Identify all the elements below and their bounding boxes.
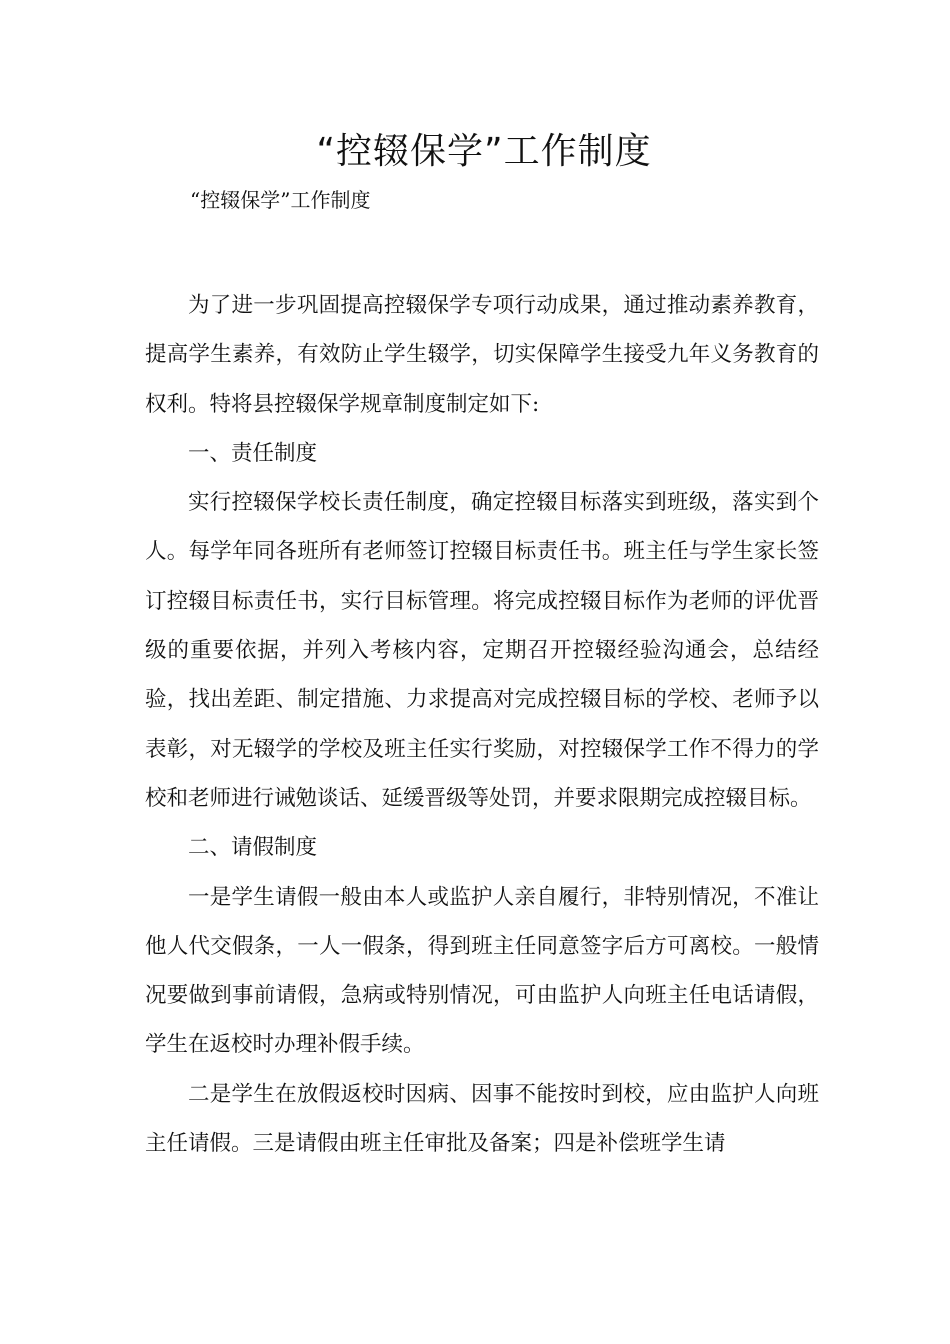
- paragraph-leave-1: 一是学生请假一般由本人或监护人亲自履行，非特别情况，不准让他人代交假条，一人一假条，得到班主任同意签字后方可离校。一般情况要做到事前请假，急病或特别情况，可由监护人向班主任电话请假，学生在返校时办理补假手续。: [145, 884, 819, 1058]
- section-heading-leave: 二、请假制度: [188, 835, 318, 861]
- paragraph-responsibility: 实行控辍保学校长责任制度，确定控辍目标落实到班级，落实到个人。每学年同各班所有老师签订控辍目标责任书。班主任与学生家长签订控辍目标责任书，实行目标管理。将完成控辍目标作为老师的评优晋级的重要依据，并列入考核内容，定期召开控辍经验沟通会，总结经验，找出差距、制定措施、力求提高对完成控辍目标的学校、老师予以表彰，对无辍学的学校及班主任实行奖励，对控辍保学工作不得力的学校和老师进行诫勉谈话、延缓晋级等处罚，并要求限期完成控辍目标。: [145, 490, 819, 811]
- paragraph-intro: 为了进一步巩固提高控辍保学专项行动成果，通过推动素养教育，提高学生素养，有效防止学生辍学，切实保障学生接受九年义务教育的权利。特将县控辍保学规章制度制定如下:: [145, 293, 819, 417]
- paragraph-leave-2: 二是学生在放假返校时因病、因事不能按时到校，应由监护人向班主任请假。三是请假由班主任审批及备案；四是补偿班学生请: [145, 1081, 819, 1157]
- document-title: “控辍保学”工作制度: [316, 131, 652, 172]
- document-body: [145, 281, 819, 1168]
- document-subtitle: “控辍保学”工作制度: [190, 188, 371, 212]
- section-heading-responsibility: 一、责任制度: [188, 440, 318, 466]
